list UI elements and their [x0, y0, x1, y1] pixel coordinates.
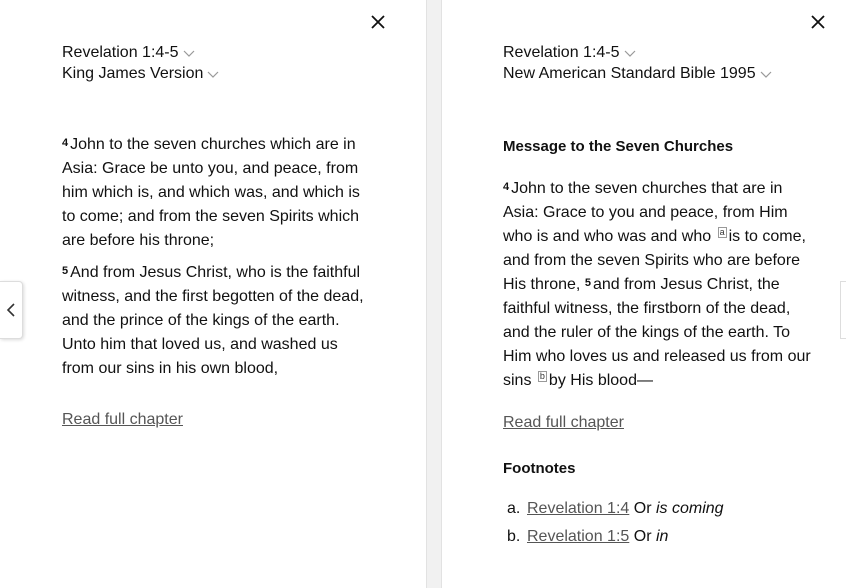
chevron-left-icon: [6, 302, 16, 318]
reference-selector[interactable]: [503, 43, 637, 63]
verse-text: And from Jesus Christ, who is the faithful witness, and the first begotten of the dead, and the prince of the kings of the earth. Unto him that loved us, and washed us from our sins in his own blood,: [62, 264, 364, 377]
reference-selector[interactable]: [62, 43, 196, 63]
right-passage-panel: [441, 0, 846, 588]
verse-number: 4: [62, 137, 69, 149]
footnotes-list: [507, 495, 724, 551]
version-selector[interactable]: [503, 64, 773, 84]
footnote-item: [507, 495, 724, 523]
verse-number: 5: [62, 265, 69, 277]
reference-label: Revelation 1:4-5: [62, 44, 179, 61]
verse-text: John to the seven churches that are in Asia: Grace to you and peace, from Him who is and who was and who: [503, 180, 788, 245]
chevron-down-icon: [759, 69, 773, 79]
footnote-label: b.: [507, 528, 521, 545]
verse: [503, 177, 813, 393]
verse: [62, 261, 372, 381]
section-heading: Message to the Seven Churches: [503, 138, 734, 155]
footnote-marker[interactable]: b: [539, 371, 545, 381]
footnote-reference-link[interactable]: Revelation 1:4: [527, 500, 630, 517]
version-label: New American Standard Bible 1995: [503, 65, 756, 82]
chevron-down-icon: [623, 48, 637, 58]
footnote-item: [507, 523, 724, 551]
footnote-alternative: in: [655, 528, 669, 545]
chevron-down-icon: [206, 69, 220, 79]
reference-label: Revelation 1:4-5: [503, 44, 620, 61]
footnote-or: Or: [633, 528, 652, 545]
passage-text: [62, 133, 372, 389]
verse-number: 4: [503, 181, 510, 193]
footnote-or: Or: [633, 500, 652, 517]
footnotes-heading: Footnotes: [503, 460, 576, 477]
close-icon[interactable]: [809, 13, 827, 31]
read-full-chapter-link[interactable]: Read full chapter: [62, 411, 183, 428]
verse-text: is to come, and from the seven Spirits who are before His throne,: [503, 228, 806, 293]
verse-text: by His blood—: [548, 372, 653, 389]
read-full-chapter-link[interactable]: Read full chapter: [503, 414, 624, 431]
footnote-reference-link[interactable]: Revelation 1:5: [527, 528, 630, 545]
chevron-down-icon: [182, 48, 196, 58]
verse-text: and from Jesus Christ, the faithful witness, the firstborn of the dead, and the ruler of the kings of the earth. To Him who loves us and released us from our sins: [503, 276, 811, 389]
version-selector[interactable]: [62, 64, 220, 84]
passage-text: [503, 177, 813, 401]
verse: [62, 133, 372, 253]
footnote-alternative: is coming: [655, 500, 724, 517]
version-label: King James Version: [62, 65, 204, 82]
close-icon[interactable]: [369, 13, 387, 31]
verse-text: John to the seven churches which are in Asia: Grace be unto you, and peace, from him which is, and which was, and which is to come; and from the seven Spirits which are before his throne;: [62, 136, 360, 249]
verse-number: 5: [584, 277, 591, 289]
next-button[interactable]: [840, 281, 846, 339]
footnote-marker[interactable]: a: [719, 227, 725, 237]
previous-button[interactable]: [0, 281, 23, 339]
footnote-label: a.: [507, 500, 521, 517]
